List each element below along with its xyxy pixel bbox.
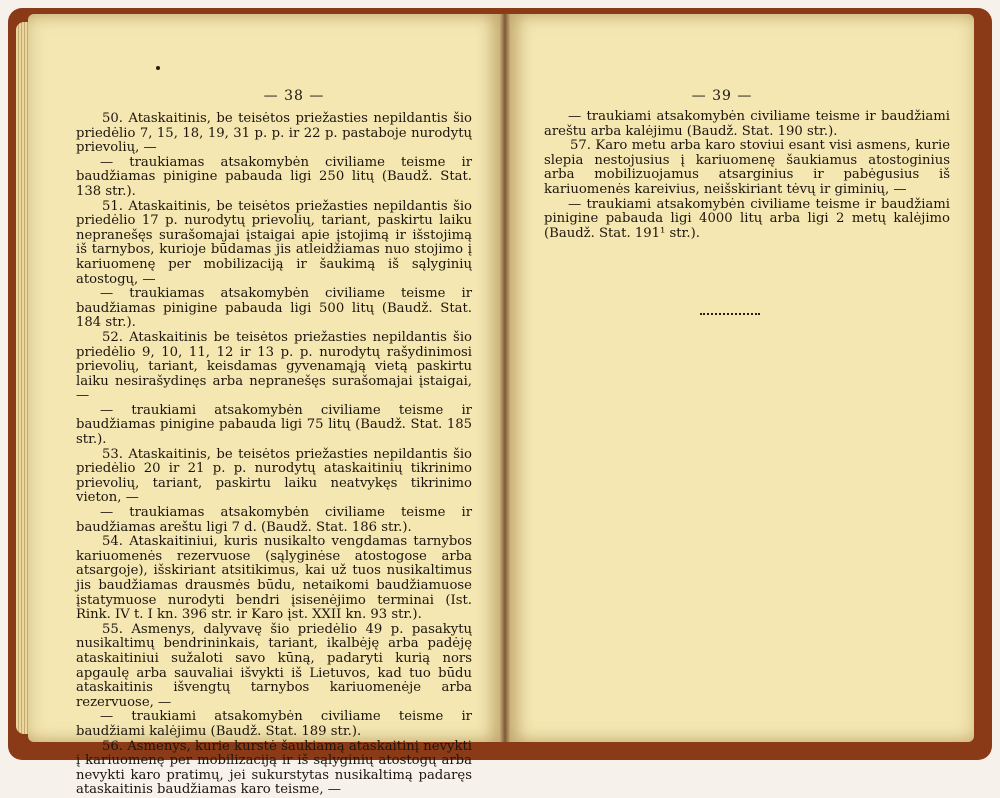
- left-page: [28, 14, 500, 798]
- paragraph: 55. Asmenys, dalyvavę šio priedėlio 49 p. pasakytų nusikaltimų bendrininkais, tariant, ikalbėję arba padėję ataskaitiniui sužaloti savo kūną, padaryti kurią nors apgaulę arba sauvaliai išvykti iš Lietuvos, kad tuo būdu ataskaitinis išvengtų tarnybos kariuomenėje arba rezervuose, —: [76, 621, 472, 710]
- paragraph: 50. Ataskaitinis, be teisėtos priežasties nepildantis šio priedėlio 7, 15, 18, 19, 31 p. p. ir 22 p. pastaboje nurodytų prievolių, —: [76, 111, 472, 156]
- paragraph: — traukiami atsakomybėn civiliame teisme ir baudžiamas pinigine pabauda ligi 75 litų (Baudž. Stat. 185 str.).: [76, 402, 472, 448]
- right-page-text: [510, 110, 974, 241]
- right-page: [510, 14, 974, 742]
- paragraph: 53. Ataskaitinis, be teisėtos priežasties nepildantis šio priedėlio 20 ir 21 p. p. nurodytų ataskaitinių tikrinimo prievolių, tariant, paskirtu laiku neatvykęs tikrinimo vieton, —: [76, 446, 472, 506]
- paragraph: — traukiami atsakomybėn civiliame teisme ir baudžiami pinigine pabauda ligi 4000 litų arba ligi 2 metų kalėjimo (Baudž. Stat. 191¹ str.).: [544, 196, 950, 241]
- paragraph: — traukiamas atsakomybėn civiliame teisme ir baudžiamas pinigine pabauda ligi 250 litų (Baudž. Stat. 138 str.).: [76, 154, 472, 199]
- paragraph: 52. Ataskaitinis be teisėtos priežasties nepildantis šio priedėlio 9, 10, 11, 12 ir 13 p. p. nurodytų rašydinimosi prievolių, tariant, keisdamas gyvenamąją vietą paskirtu laiku nesirašydinęs arba nepranešęs surašomajai įstaigai, —: [76, 329, 472, 404]
- left-page-text: [28, 112, 500, 798]
- book-gutter: [500, 14, 510, 742]
- paragraph: — traukiamas atsakomybėn civiliame teisme ir baudžiamas areštu ligi 7 d. (Baudž. Stat. 186 str.).: [76, 505, 472, 535]
- page-number-right: — 39 —: [691, 88, 753, 104]
- paragraph: 54. Ataskaitiniui, kuris nusikalto vengdamas tarnybos kariuomenės rezervuose (sąlyginėse atostogose arba atsargoje), išskiriant atsitikimus, kai už tuos nusikaltimus jis baudžiamas drausmės būdu, netaikomi baudžiamuose įstatymuose nurodyti bendri įsisenėjimo terminai (Ist. Rink. IV t. I kn. 396 str. ir Karo įst. XXII kn. 93 str.).: [76, 534, 472, 623]
- end-rule: [700, 313, 760, 315]
- paragraph: — traukiami atsakomybėn civiliame teisme ir baudžiami kalėjimu (Baudž. Stat. 189 str.).: [76, 709, 472, 739]
- paragraph: — traukiamas atsakomybėn civiliame teisme ir baudžiamas pinigine pabauda ligi 500 litų (Baudž. Stat. 184 str.).: [76, 286, 472, 331]
- ink-spot: [156, 66, 160, 70]
- paragraph: — traukiami atsakomybėn civiliame teisme ir baudžiami areštu arba kalėjimu (Baudž. Stat. 190 str.).: [544, 109, 950, 139]
- page-number-left: — 38 —: [263, 88, 325, 104]
- paragraph: 51. Ataskaitinis, be teisėtos priežasties nepildantis šio priedėlio 17 p. nurodytų prievolių, tariant, paskirtu laiku nepranešęs surašomajai įstaigai apie įstojimą ir išstojimą iš tarnybos, kurioje būdamas jis atleidžiamas nuo stojimo į kariuomenę per mobilizaciją ir šaukimą iš sąlyginių atostogų, —: [76, 198, 472, 287]
- paragraph: 57. Karo metu arba karo stoviui esant visi asmens, kurie slepia nestojusius į kariuomenę šaukiamus atostoginius arba mobilizuojamus atsarginius ir pabėgusius iš kariuomenės kareivius, neišskiriant tėvų ir giminių, —: [544, 138, 950, 197]
- paragraph: 56. Asmenys, kurie kurstė šaukiamą ataskaitinį nevykti į kariuomenę per mobilizaciją ir iš sąlyginių atostogų arba nevykti karo pratimų, jei sukurstytas nusikaltimą padaręs ataskaitinis baudžiamas karo teisme, —: [76, 738, 472, 798]
